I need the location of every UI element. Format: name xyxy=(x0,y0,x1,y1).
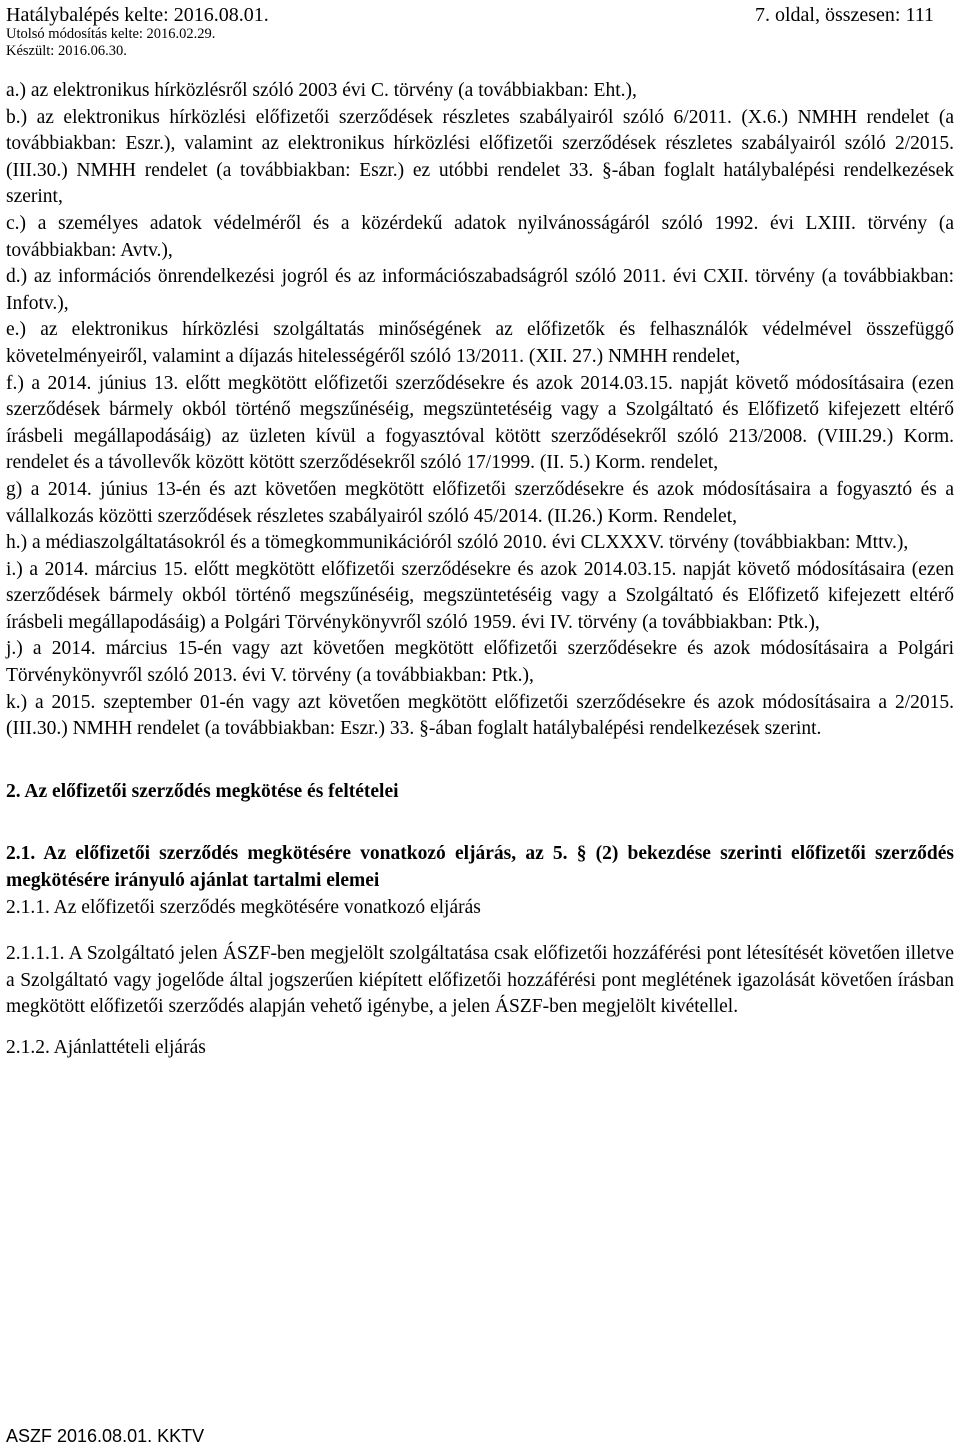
list-item-j: j.) a 2014. március 15-én vagy azt követően megkötött előfizetői szerződésekre és azok módosításaira a Polgári Törvénykönyvről szóló 2013. évi V. törvény (a továbbiakban: Ptk.), xyxy=(6,638,954,687)
list-item-g: g) a 2014. június 13-én és azt követően megkötött előfizetői szerződésekre és azok módosításaira a fogyasztó és a vállalkozás közötti szerződések részletes szabályairól szóló 45/2014. (II.26.) Korm. Rendelet, xyxy=(6,478,954,527)
list-item-k: k.) a 2015. szeptember 01-én vagy azt követően megkötött előfizetői szerződésekre és azok módosításaira a 2/2015. (III.30.) NMHH rendelet (a továbbiakban: Eszr.) 33. §-ában foglalt hatálybalépési rendelkezések szerint. xyxy=(6,691,954,740)
prepared-date: Készült: 2016.06.30. xyxy=(6,43,127,59)
section-heading-2-1: 2.1. Az előfizetői szerződés megkötésére vonatkozó eljárás, az 5. § (2) bekezdése szerinti előfizetői szerződés megkötésére irányuló ajánlat tartalmi elemei xyxy=(6,843,954,892)
list-item-b: b.) az elektronikus hírközlési előfizetői szerződések részletes szabályairól szóló 6/2011. (X.6.) NMHH rendelet (a továbbiakban: Eszr.), valamint az elektronikus hírközlési előfizetői szerződések részletes szabályairól szóló 2/2015. (III.30.) NMHH rendelet (a továbbiakban: Eszr.) ez utóbbi rendelet 33. §-ában foglalt hatálybalépési rendelkezések szerint, xyxy=(6,106,954,208)
header-top-line xyxy=(6,4,954,26)
section-heading-2: 2. Az előfizetői szerződés megkötése és feltételei xyxy=(6,780,399,802)
page-number: 7. oldal, összesen: 111 xyxy=(754,4,934,26)
last-modified-date: Utolsó módosítás kelte: 2016.02.29. xyxy=(6,26,216,42)
list-item-i: i.) a 2014. március 15. előtt megkötött előfizetői szerződésekre és azok 2014.03.15. napját követő módosításaira (ezen szerződések bármely okból történő megszűnéséig, megszüntetéséig vagy a Szolgáltató és Előfizető kifejezett eltérő írásbeli megállapodásáig) a Polgári Törvénykönyvről szóló 1959. évi IV. törvény (a továbbiakban: Ptk.), xyxy=(6,558,954,633)
subsection-2-1-1: 2.1.1. Az előfizetői szerződés megkötésére vonatkozó eljárás xyxy=(6,896,481,918)
list-item-h: h.) a médiaszolgáltatásokról és a tömegkommunikációról szóló 2010. évi CLXXXV. törvény (továbbiakban: Mttv.), xyxy=(6,532,909,554)
effective-date: Hatálybalépés kelte: 2016.08.01. xyxy=(6,4,269,26)
list-item-c: c.) a személyes adatok védelméről és a közérdekű adatok nyilvánosságáról szóló 1992. évi LXIII. törvény (a továbbiakban: Avtv.), xyxy=(6,212,954,261)
list-item-d: d.) az információs önrendelkezési jogról és az információszabadságról szóló 2011. évi CXII. törvény (a továbbiakban: Infotv.), xyxy=(6,266,954,314)
page-header xyxy=(6,4,954,64)
list-item-a: a.) az elektronikus hírközlésről szóló 2003 évi C. törvény (a továbbiakban: Eht.), xyxy=(6,80,637,101)
list-item-e: e.) az elektronikus hírközlési szolgáltatás minőségének az előfizetők és felhasználók védelmével összefüggő követelményeiről, valamint a díjazás hitelességéről szóló 13/2011. (XII. 27.) NMHH rendelet, xyxy=(6,319,954,367)
document-body xyxy=(6,78,954,1062)
paragraph-2-1-1-1: 2.1.1.1. A Szolgáltató jelen ÁSZF-ben megjelölt szolgáltatása csak előfizetői hozzáférési pont létesítését követően illetve a Szolgáltató vagy jogelőde által jogszerűen kiépített előfizetői hozzáférési pont meglétének igazolását követően írásban megkötött előfizetői szerződés alapján vehető igénybe, a jelen ÁSZF-ben megjelölt kivétellel. xyxy=(6,943,954,1018)
page-footer: ASZF 2016.08.01. KKTV xyxy=(6,1426,205,1446)
list-item-f: f.) a 2014. június 13. előtt megkötött előfizetői szerződésekre és azok 2014.03.15. napját követő módosításaira (ezen szerződések bármely okból történő megszűnéséig, megszüntetéséig vagy a Szolgáltató és Előfizető kifejezett eltérő írásbeli megállapodásáig) az üzleten kívül a fogyasztóval kötött szerződésekről szóló 213/2008. (VIII.29.) Korm. rendelet és a távollevők között kötött szerződésekről szóló 17/1999. (II. 5.) Korm. rendelet, xyxy=(6,372,954,474)
subsection-2-1-2: 2.1.2. Ajánlattételi eljárás xyxy=(6,1037,206,1058)
